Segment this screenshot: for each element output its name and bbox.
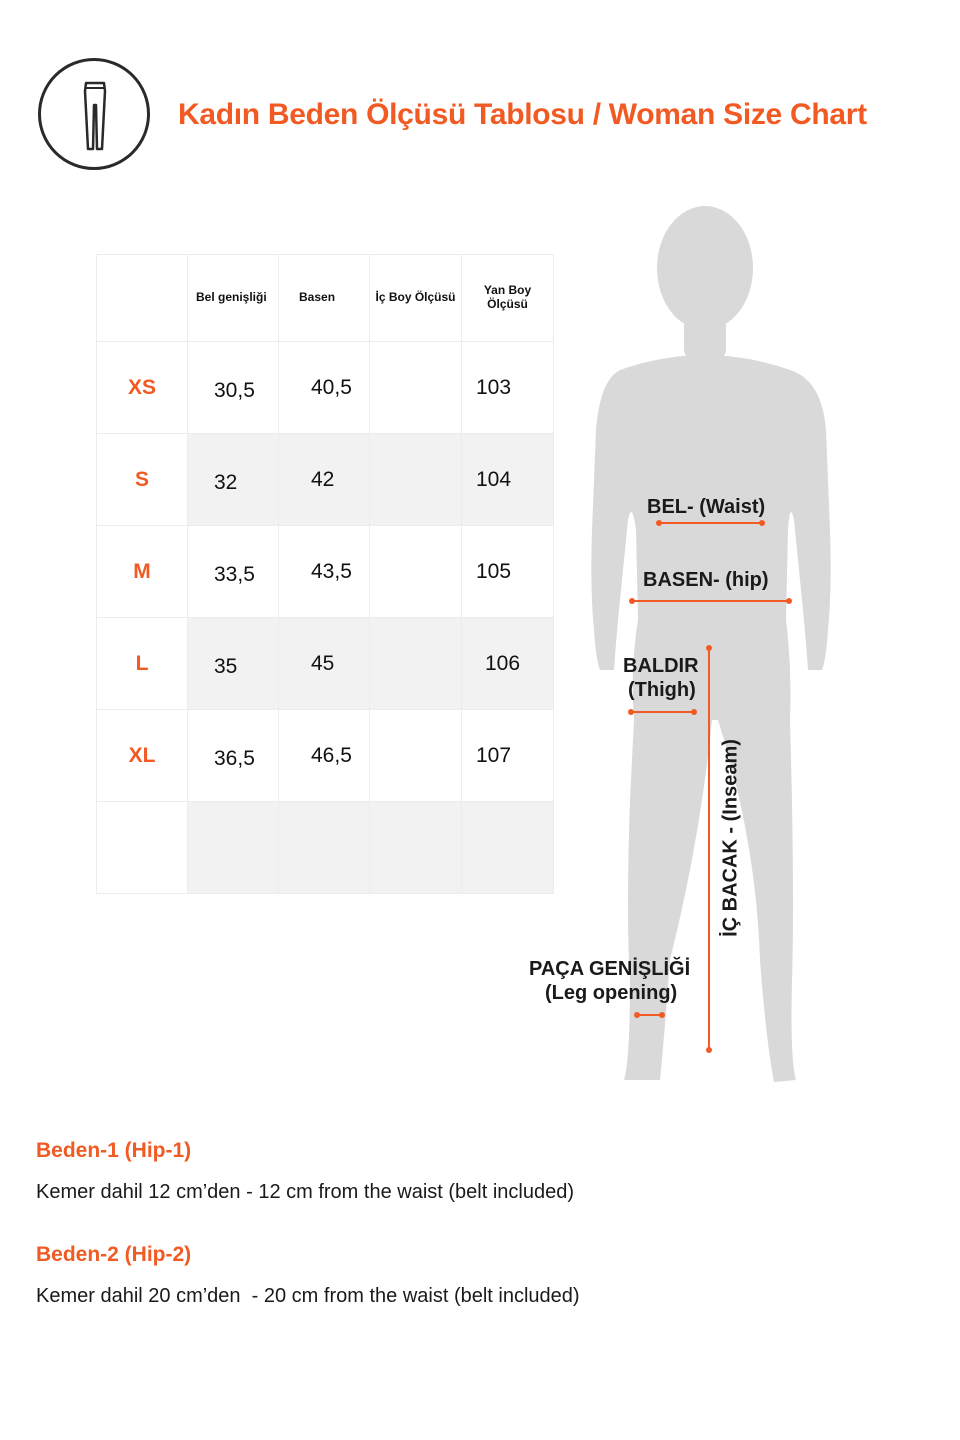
waist-cell: 30,5	[188, 342, 279, 434]
outseam-cell: 103	[462, 342, 554, 434]
thigh-line	[631, 711, 694, 713]
table-row	[97, 526, 554, 618]
header-cell-outseam	[462, 255, 554, 342]
table-row	[97, 618, 554, 710]
waist-cell: 35	[188, 618, 279, 710]
hip-cell: 45	[279, 618, 370, 710]
waist-cell: 36,5	[188, 710, 279, 802]
header-outseam-label: Yan Boy Ölçüsü	[483, 283, 532, 311]
hip-label: BASEN- (hip)	[643, 569, 769, 591]
note-2-text: Kemer dahil 20 cm’den - 20 cm from the waist (belt included)	[36, 1285, 580, 1307]
outseam-cell: 105	[462, 526, 554, 618]
page-title: Kadın Beden Ölçüsü Tablosu / Woman Size Chart	[178, 98, 867, 131]
waist-cell: 33,5	[188, 526, 279, 618]
table-row	[97, 434, 554, 526]
waist-cell	[188, 802, 279, 894]
note-2-title: Beden-2 (Hip-2)	[36, 1243, 192, 1266]
note-1-title: Beden-1 (Hip-1)	[36, 1139, 192, 1162]
header-cell-size	[97, 255, 188, 342]
size-cell	[97, 802, 188, 894]
outseam-cell	[462, 802, 554, 894]
leggings-icon	[41, 61, 147, 167]
note-1-text: Kemer dahil 12 cm’den - 12 cm from the waist (belt included)	[36, 1181, 575, 1203]
inseam-cell	[370, 802, 462, 894]
size-cell: XL	[97, 710, 188, 802]
hip-cell	[279, 802, 370, 894]
leggings-badge	[38, 58, 150, 170]
outseam-cell: 106	[462, 618, 554, 710]
inseam-cell	[370, 342, 462, 434]
waist-cell: 32	[188, 434, 279, 526]
inseam-cell	[370, 526, 462, 618]
size-cell: S	[97, 434, 188, 526]
inseam-line	[708, 648, 710, 1050]
waist-line	[659, 522, 762, 524]
inseam-cell	[370, 618, 462, 710]
size-table	[96, 254, 554, 894]
leg-opening-label-tr: PAÇA GENİŞLİĞİ	[529, 958, 691, 980]
table-row-empty	[97, 802, 554, 894]
outseam-cell: 107	[462, 710, 554, 802]
thigh-label-tr: BALDIR	[623, 655, 699, 677]
hip-cell: 42	[279, 434, 370, 526]
waist-label: BEL- (Waist)	[647, 496, 766, 518]
hip-cell: 46,5	[279, 710, 370, 802]
size-cell: M	[97, 526, 188, 618]
table-row	[97, 710, 554, 802]
table-header-row	[97, 255, 554, 342]
inseam-cell	[370, 710, 462, 802]
hip-cell: 40,5	[279, 342, 370, 434]
header-cell-waist: Bel genişliği	[188, 255, 279, 342]
inseam-cell	[370, 434, 462, 526]
leg-opening-line	[637, 1014, 662, 1016]
header-cell-inseam	[370, 255, 462, 342]
hip-line	[632, 600, 789, 602]
inseam-label: İÇ BACAK - (Inseam)	[719, 739, 742, 937]
size-cell: L	[97, 618, 188, 710]
table-row	[97, 342, 554, 434]
header-inseam-label: İç Boy Ölçüsü	[375, 290, 456, 305]
leg-opening-label-en: (Leg opening)	[545, 982, 678, 1004]
thigh-label-en: (Thigh)	[628, 679, 696, 701]
outseam-cell: 104	[462, 434, 554, 526]
hip-cell: 43,5	[279, 526, 370, 618]
size-cell: XS	[97, 342, 188, 434]
header-cell-hip: Basen	[279, 255, 370, 342]
